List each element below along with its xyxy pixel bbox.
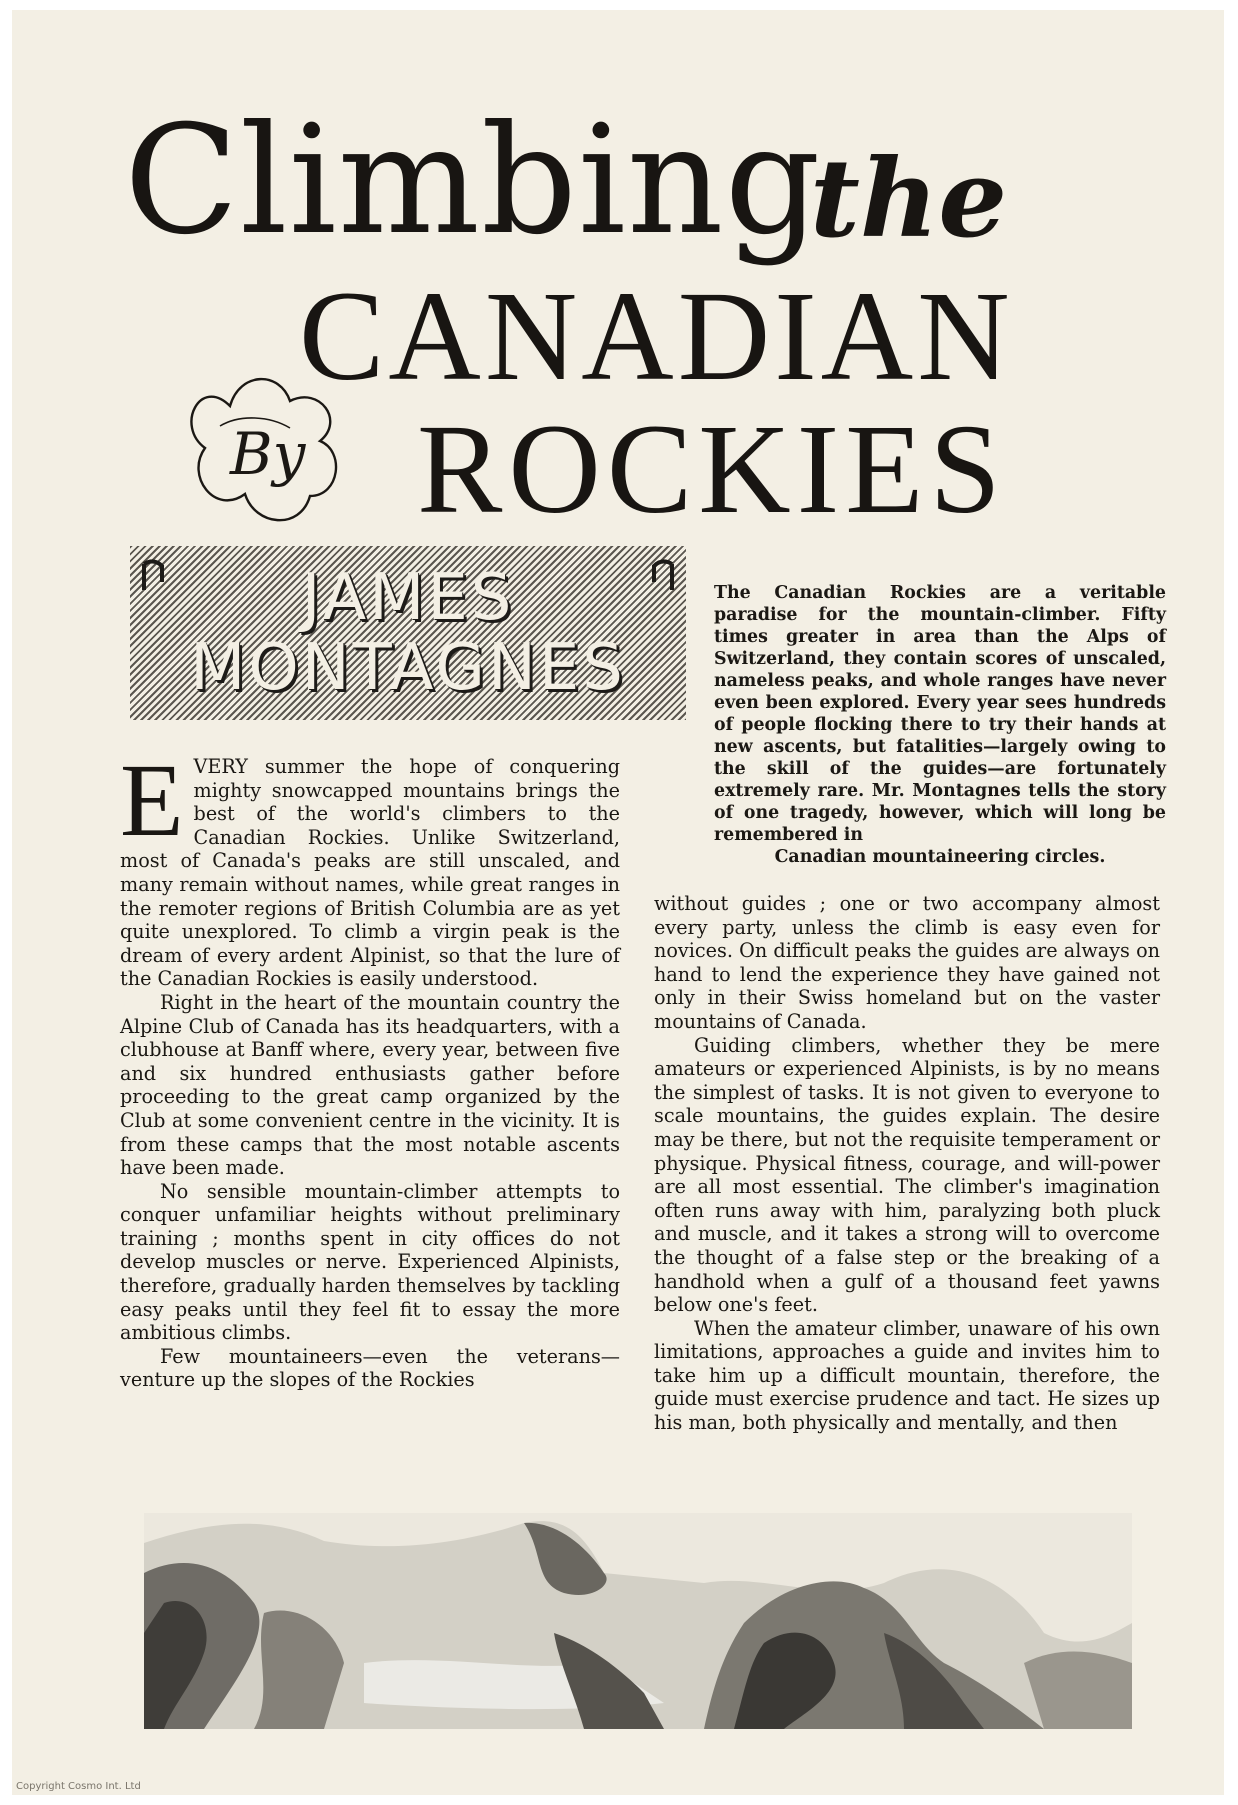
intro-text: The Canadian Rockies are a veritable paradise for the mountain-climber. Fifty times greater in area than the Alps of Switzerland, they contain scores of unscaled, nameless peaks, and whole ranges have never even been explored. Every year sees hundreds of people flocking there to try their hands at new ascents, but fatalities—largely owing to the skill of the guides—are fortunately extremely rare. Mr. Montagnes tells the story of one tragedy, however, which will long be remembered in — [714, 583, 1166, 845]
article-paragraph-4: Few mountaineers—even the veterans—venture up the slopes of the Rockies — [120, 1344, 620, 1392]
title-climbing: Climbing — [124, 94, 822, 268]
article-paragraph-7: When the amateur climber, unaware of his own limitations, approaches a guide and invites him to take him up a difficult mountain, therefore, the guide must exercise prudence and tact. He sizes up his man, both physically and mentally, and then — [654, 1316, 1160, 1435]
author-first-name: JAMES — [301, 561, 515, 635]
intro-last-line: Canadian mountaineering circles. — [774, 847, 1106, 867]
title-canadian: CANADIAN — [299, 265, 1014, 407]
intro-summary — [714, 582, 1166, 868]
title-the: the — [810, 136, 1008, 262]
author-name-block — [130, 546, 686, 720]
author-last-name: MONTAGNES — [190, 631, 626, 705]
copyright-notice: Copyright Cosmo Int. Ltd — [16, 1781, 141, 1792]
article-paragraph-3: No sensible mountain-climber attempts to conquer unfamiliar heights without preliminary training ; months spent in city offices do not develop muscles or nerve. Experienced Alpinists, therefore, gradually harden themselves by tackling easy peaks until they feel fit to essay the more ambitious climbs. — [120, 1179, 620, 1345]
by-text: By — [230, 420, 306, 488]
article-paragraph-6: Guiding climbers, whether they be mere amateurs or experienced Alpinists, is by no means the simplest of tasks. It is not given to everyone to scale mountains, the guides explain. The desire may be there, but not the requisite temperament or physique. Physical fitness, courage, and will-power are all most essential. The climber's imagination often runs away with him, paralyzing both pluck and muscle, and it takes a strong will to overcome the thought of a false step or the breaking of a handhold when a gulf of a thousand feet yawns below one's feet. — [654, 1033, 1160, 1317]
article-paragraph-1 — [120, 743, 620, 991]
paragraph-1-text: VERY summer the hope of conquering mighty snowcapped mountains brings the best of the world's climbers to the Canadian Rockies. Unlike Switzerland, most of Canada's peaks are still unscaled, and many remain without names, while great ranges in the remoter regions of British Columbia are as yet quite unexplored. To climb a virgin peak is the dream of every ardent Alpinist, so that the lure of the Canadian Rockies is easily understood. — [120, 755, 620, 991]
drop-cap: E — [120, 743, 184, 858]
by-monogram — [180, 366, 342, 536]
article-paragraph-5: without guides ; one or two accompany almost every party, unless the climb is easy even for novices. On difficult peaks the guides are always on hand to lend the experience they have gained not only in their Swiss homeland but on the vaster mountains of Canada. — [654, 892, 1160, 1033]
title-rockies: ROCKIES — [417, 398, 1007, 540]
magazine-page — [12, 10, 1224, 1795]
article-paragraph-2: Right in the heart of the mountain country the Alpine Club of Canada has its headquarters, with a clubhouse at Banff where, every year, between five and six hundred enthusiasts gather before proceeding to the great camp organized by the Club at some convenient centre in the vicinity. It is from these camps that the most notable ascents have been made. — [120, 990, 620, 1180]
article-column-right — [654, 892, 1160, 1435]
article-column-left — [120, 743, 620, 1392]
mountain-illustration — [144, 1513, 1132, 1729]
